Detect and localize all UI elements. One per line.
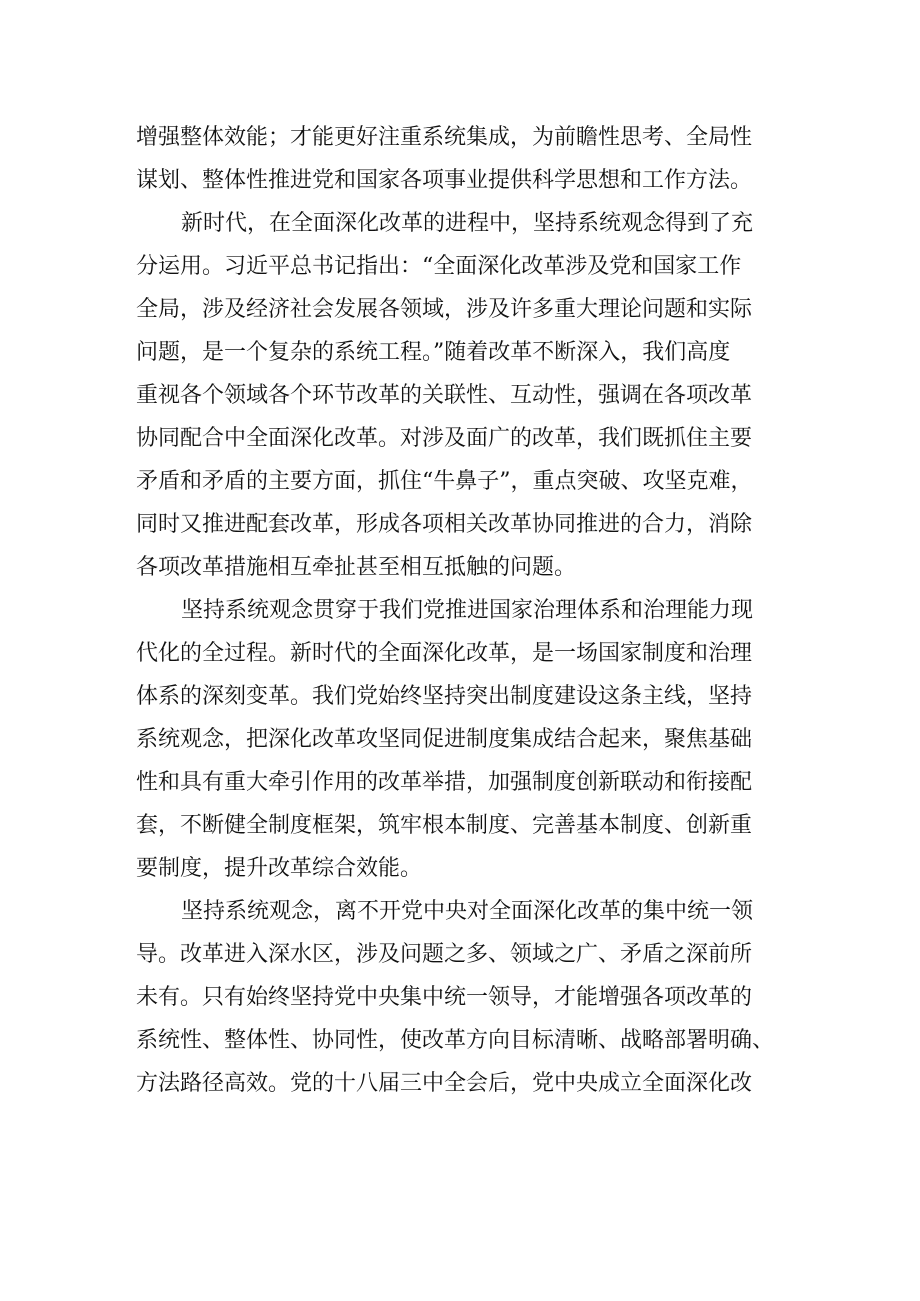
text-line: 未有。只有始终坚持党中央集中统一领导，才能增强各项改革的	[136, 985, 753, 1010]
text-line: 矛盾和矛盾的主要方面，抓住“牛鼻子”，重点突破、攻坚克难，	[136, 469, 753, 494]
text-line: 性和具有重大牵引作用的改革举措，加强制度创新联动和衔接配	[136, 770, 753, 795]
document-body	[136, 116, 816, 1105]
paragraph-first-line: 坚持系统观念贯穿于我们党推进国家治理体系和治理能力现	[181, 598, 754, 623]
text-line: 要制度，提升改革综合效能。	[136, 856, 423, 881]
text-line: 方法路径高效。党的十八届三中全会后，党中央成立全面深化改	[136, 1071, 753, 1096]
text-line: 增强整体效能；才能更好注重系统集成，为前瞻性思考、全局性	[136, 125, 753, 150]
text-line: 导。改革进入深水区，涉及问题之多、领域之广、矛盾之深前所	[136, 942, 753, 967]
text-line: 系统性、整体性、协同性，使改革方向目标清晰、战略部署明确、	[136, 1028, 775, 1053]
text-line: 代化的全过程。新时代的全面深化改革，是一场国家制度和治理	[136, 641, 753, 666]
text-line: 同时又推进配套改革，形成各项相关改革协同推进的合力，消除	[136, 512, 753, 537]
paragraph-first-line: 坚持系统观念，离不开党中央对全面深化改革的集中统一领	[181, 899, 754, 924]
text-line: 套，不断健全制度框架，筑牢根本制度、完善基本制度、创新重	[136, 813, 753, 838]
text-line: 重视各个领域各个环节改革的关联性、互动性，强调在各项改革	[136, 383, 753, 408]
text-line: 体系的深刻变革。我们党始终坚持突出制度建设这条主线，坚持	[136, 684, 753, 709]
text-line: 系统观念，把深化改革攻坚同促进制度集成结合起来，聚焦基础	[136, 727, 753, 752]
text-line: 分运用。习近平总书记指出：“全面深化改革涉及党和国家工作	[136, 254, 742, 279]
text-line: 各项改革措施相互牵扯甚至相互抵触的问题。	[136, 555, 577, 580]
text-line: 全局，涉及经济社会发展各领域，涉及许多重大理论问题和实际	[136, 297, 753, 322]
text-line: 协同配合中全面深化改革。对涉及面广的改革，我们既抓住主要	[136, 426, 753, 451]
text-line: 谋划、整体性推进党和国家各项事业提供科学思想和工作方法。	[136, 168, 753, 193]
paragraph-first-line: 新时代，在全面深化改革的进程中，坚持系统观念得到了充	[181, 211, 754, 236]
text-line: 问题，是一个复杂的系统工程。”随着改革不断深入，我们高度	[136, 340, 731, 365]
